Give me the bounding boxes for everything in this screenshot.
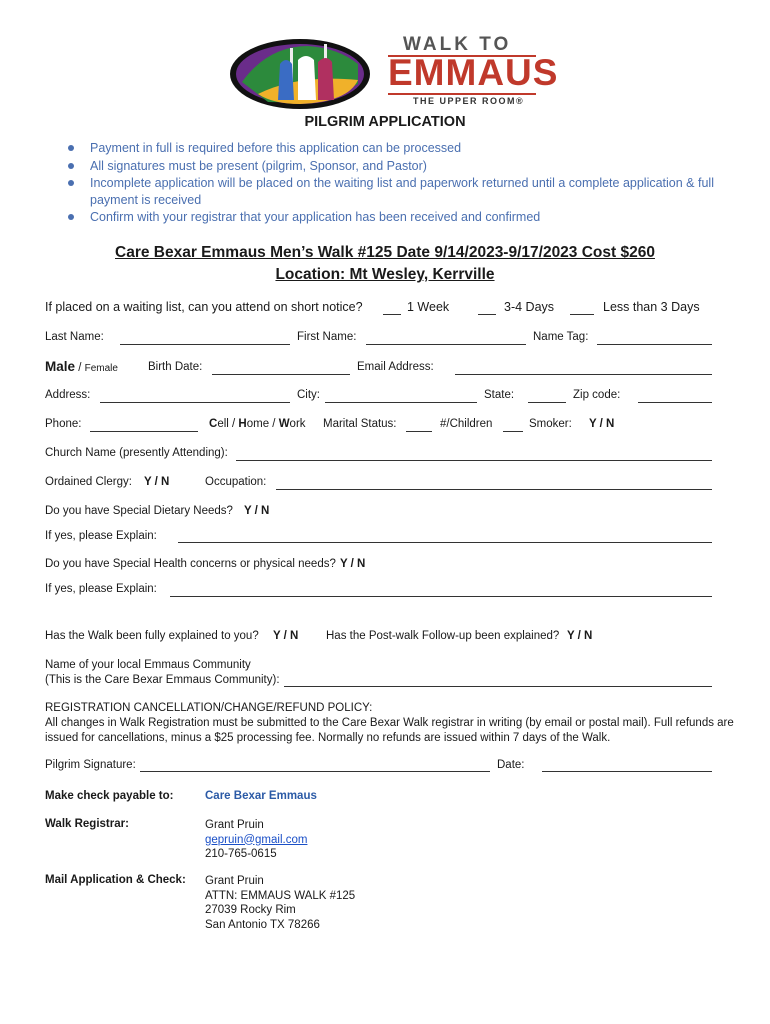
dietary-label: Do you have Special Dietary Needs? xyxy=(45,505,233,517)
occupation-field[interactable] xyxy=(276,489,712,490)
community-field[interactable] xyxy=(284,686,712,687)
dietary-explain-field[interactable] xyxy=(178,542,712,543)
marital-status-label: Marital Status: xyxy=(323,418,397,430)
list-item: Confirm with your registrar that your application has been received and confirmed xyxy=(68,209,718,226)
first-name-field[interactable] xyxy=(366,344,526,345)
bullet-icon xyxy=(68,163,74,169)
event-location: Location: Mt Wesley, Kerrville xyxy=(275,266,495,283)
payable-label: Make check payable to: xyxy=(45,790,174,802)
list-item: All signatures must be present (pilgrim, Sponsor, and Pastor) xyxy=(68,158,718,175)
event-details: Care Bexar Emmaus Men’s Walk #125 Date 9/14/2023-9/17/2023 Cost $260 xyxy=(115,244,655,261)
mail-name: Grant Pruin xyxy=(205,875,264,887)
phone-label: Phone: xyxy=(45,418,82,430)
name-tag-field[interactable] xyxy=(597,344,712,345)
clergy-yes-no[interactable]: Y / N xyxy=(144,476,170,488)
walk-explained-label: Has the Walk been fully explained to you? xyxy=(45,630,259,642)
registrar-email-link[interactable]: gepruin@gmail.com xyxy=(205,833,308,846)
refund-policy xyxy=(45,701,735,746)
logo-line-emmaus: EMMAUS xyxy=(388,52,559,93)
payable-value: Care Bexar Emmaus xyxy=(205,790,317,802)
list-item: Payment in full is required before this application can be processed xyxy=(68,140,718,157)
city-label: City: xyxy=(297,389,320,401)
followup-label: Has the Post-walk Follow-up been explained? xyxy=(326,630,560,642)
marital-status-field[interactable] xyxy=(406,431,432,432)
waiting-less3-blank[interactable] xyxy=(570,314,594,315)
policy-heading: REGISTRATION CANCELLATION/CHANGE/REFUND POLICY: xyxy=(45,702,373,714)
mail-label: Mail Application & Check: xyxy=(45,874,186,886)
mail-street: 27039 Rocky Rim xyxy=(205,904,296,916)
email-field[interactable] xyxy=(455,374,712,375)
email-label: Email Address: xyxy=(357,361,434,373)
health-yes-no[interactable]: Y / N xyxy=(340,558,366,570)
signature-label: Pilgrim Signature: xyxy=(45,759,136,771)
birth-date-field[interactable] xyxy=(212,374,350,375)
gender-selector[interactable] xyxy=(45,359,118,374)
bullet-icon xyxy=(68,214,74,220)
health-explain-label: If yes, please Explain: xyxy=(45,583,157,595)
first-name-label: First Name: xyxy=(297,331,357,343)
female-option[interactable]: Female xyxy=(84,363,118,374)
bullet-icon xyxy=(68,145,74,151)
date-label: Date: xyxy=(497,759,525,771)
children-label: #/Children xyxy=(440,418,493,430)
followup-yes-no[interactable]: Y / N xyxy=(567,630,593,642)
smoker-label: Smoker: xyxy=(529,418,572,430)
health-label: Do you have Special Health concerns or physical needs? xyxy=(45,558,336,570)
list-item: Incomplete application will be placed on the waiting list and paperwork returned until a complete application & full payment is received xyxy=(68,175,718,208)
city-field[interactable] xyxy=(325,402,477,403)
waiting-1week-label: 1 Week xyxy=(407,300,450,314)
mail-address xyxy=(205,874,355,932)
phone-type-selector[interactable]: Cell / Home / Work xyxy=(209,418,306,430)
clergy-label: Ordained Clergy: xyxy=(45,476,132,488)
waiting-3-4days-blank[interactable] xyxy=(478,314,496,315)
registrar-label: Walk Registrar: xyxy=(45,818,129,830)
date-field[interactable] xyxy=(542,771,712,772)
dietary-yes-no[interactable]: Y / N xyxy=(244,505,270,517)
logo-line-walk-to: WALK TO xyxy=(403,34,512,55)
community-label-line2: (This is the Care Bexar Emmaus Community): xyxy=(45,674,280,686)
walk-explained-yes-no[interactable]: Y / N xyxy=(273,630,299,642)
waiting-less3-label: Less than 3 Days xyxy=(603,300,700,314)
policy-text: All changes in Walk Registration must be submitted to the Care Bexar Walk registrar in writing (by email or postal mail). Full refunds are issued for cancellations, minus a $25 processing fee. Normally no refunds are issued within 7 days of the Walk. xyxy=(45,717,734,744)
church-label: Church Name (presently Attending): xyxy=(45,447,228,459)
state-field[interactable] xyxy=(528,402,566,403)
bullet-icon xyxy=(68,180,74,186)
mail-attn: ATTN: EMMAUS WALK #125 xyxy=(205,889,356,902)
children-field[interactable] xyxy=(503,431,523,432)
name-tag-label: Name Tag: xyxy=(533,331,589,343)
zip-field[interactable] xyxy=(638,402,712,403)
last-name-label: Last Name: xyxy=(45,331,104,343)
phone-field[interactable] xyxy=(90,431,198,432)
zip-label: Zip code: xyxy=(573,389,621,401)
waiting-1week-blank[interactable] xyxy=(383,314,401,315)
page-title: PILGRIM APPLICATION xyxy=(304,114,466,130)
signature-field[interactable] xyxy=(140,771,490,772)
requirements-list xyxy=(68,140,718,227)
address-field[interactable] xyxy=(100,402,290,403)
birth-date-label: Birth Date: xyxy=(148,361,203,373)
community-label-line1: Name of your local Emmaus Community xyxy=(45,659,251,671)
gender-separator: / xyxy=(78,362,82,374)
walk-to-emmaus-logo xyxy=(228,34,559,112)
church-field[interactable] xyxy=(236,460,712,461)
state-label: State: xyxy=(484,389,515,401)
logo-line-upper-room: THE UPPER ROOM® xyxy=(413,96,525,106)
health-explain-field[interactable] xyxy=(170,596,712,597)
male-option[interactable]: Male xyxy=(45,359,76,374)
registrar-phone: 210-765-0615 xyxy=(205,848,277,860)
last-name-field[interactable] xyxy=(120,344,290,345)
smoker-yes-no[interactable]: Y / N xyxy=(589,418,615,430)
occupation-label: Occupation: xyxy=(205,476,267,488)
mail-city: San Antonio TX 78266 xyxy=(205,918,320,931)
waiting-3-4days-label: 3-4 Days xyxy=(504,300,555,314)
registrar-name: Grant Pruin xyxy=(205,819,264,831)
dietary-explain-label: If yes, please Explain: xyxy=(45,530,157,542)
registrar-contact xyxy=(205,818,307,862)
waiting-list-question: If placed on a waiting list, can you attend on short notice? xyxy=(45,300,363,314)
address-label: Address: xyxy=(45,389,91,401)
